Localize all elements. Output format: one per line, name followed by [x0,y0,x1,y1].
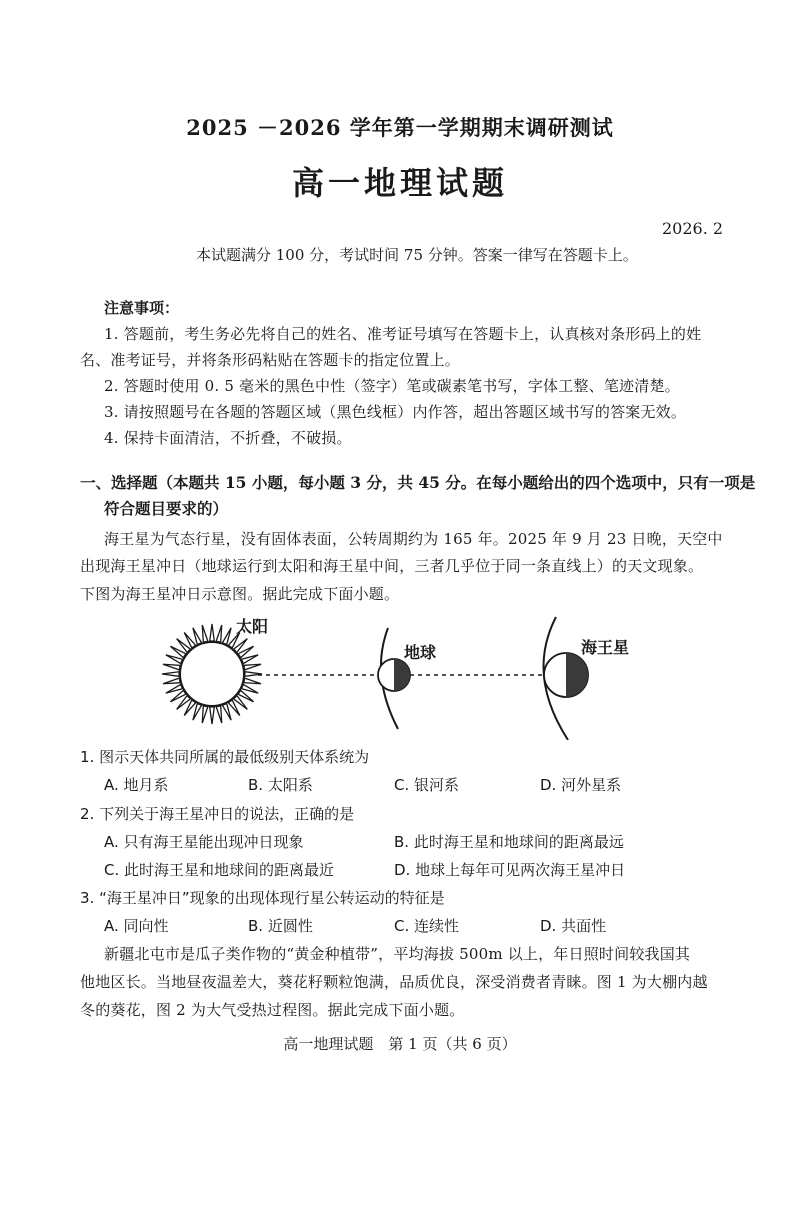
sun-ray [202,625,208,642]
neptune-night-side [566,653,588,697]
sun-ray [244,664,261,670]
sun-ray [222,704,231,721]
passage-line: 冬的葵花，图 2 为大气受热过程图。据此完成下面小题。 [80,1001,465,1019]
question-stem: 1. 图示天体共同所属的最低级别天体系统为 [80,748,370,766]
sun-ray [193,628,202,645]
question-option: B. 太阳系 [248,776,313,794]
sun-ray [216,625,222,642]
sun-ray [166,655,183,664]
passage-line: 出现海王星冲日（地球运行到太阳和海王星中间，三者几乎位于同一条直线上）的天文现象。 [80,557,704,575]
question-option: C. 连续性 [394,917,460,935]
sun-label: 太阳 [236,617,269,636]
notice-item: 名、准考证号，并将条形码粘贴在答题卡的指定位置上。 [80,351,461,369]
exam-title: 2025 －2026 学年第一学期期末调研测试 [186,115,614,140]
sun-disc [180,642,244,706]
section-heading: 一、选择题（本题共 15 小题，每小题 3 分，共 45 分。在每小题给出的四个选项中，只有一项是 [80,473,756,492]
earth-label: 地球 [404,643,437,662]
sun-ray [163,678,180,684]
exam-intro: 本试题满分 100 分，考试时间 75 分钟。答案一律写在答题卡上。 [196,246,638,264]
question-option: A. 同向性 [104,917,169,935]
passage-line: 海王星为气态行星，没有固体表面，公转周期约为 165 年。2025 年 9 月 23 日晚，天空中 [104,530,723,548]
sun-ray [216,706,222,723]
question-option: C. 此时海王星和地球间的距离最近 [104,861,335,879]
question-option: A. 只有海王星能出现冲日现象 [104,833,304,851]
passage-line: 下图为海王星冲日示意图。据此完成下面小题。 [80,585,400,603]
notice-item: 1. 答题前，考生务必先将自己的姓名、准考证号填写在答题卡上，认真核对条形码上的姓 [104,325,702,343]
exam-date: 2026. 2 [662,219,724,238]
page-footer: 高一地理试题 第 1 页（共 6 页） [283,1035,517,1053]
sun-ray [210,624,215,641]
sun-ray [242,684,259,693]
sun-ray [193,704,202,721]
neptune-label: 海王星 [581,638,630,657]
question-stem: 2. 下列关于海王星冲日的说法，正确的是 [80,805,355,823]
question-option: A. 地月系 [104,776,169,794]
sun-ray [162,672,179,677]
section-heading-cont: 符合题目要求的） [104,499,229,518]
question-option: B. 近圆性 [248,917,313,935]
passage-line: 他地区长。当地昼夜温差大，葵花籽颗粒饱满，品质优良，深受消费者青睐。图 1 为大棚内越 [80,973,708,991]
question-option: D. 地球上每年可见两次海王星冲日 [394,861,626,879]
sun-ray [202,706,208,723]
sun-ray [242,655,259,664]
sun-ray [244,678,261,684]
earth-night-side [394,659,410,691]
sun-ray [166,684,183,693]
question-option: D. 河外星系 [540,776,622,794]
notice-item: 2. 答题时使用 0. 5 毫米的黑色中性（签字）笔或碳素笔书写，字体工整、笔迹清楚。 [104,377,680,395]
sun-ray [210,707,215,724]
notice-item: 3. 请按照题号在各题的答题区域（黑色线框）内作答，超出答题区域书写的答案无效。 [104,403,687,421]
question-stem: 3. “海王星冲日”现象的出现体现行星公转运动的特征是 [80,889,445,907]
question-option: C. 银河系 [394,776,460,794]
question-option: B. 此时海王星和地球间的距离最远 [394,833,624,851]
question-option: D. 共面性 [540,917,607,935]
sun-ray [222,628,231,645]
notice-heading: 注意事项： [104,299,180,317]
subject-title: 高一地理试题 [291,164,508,202]
passage-line: 新疆北屯市是瓜子类作物的“黄金种植带”，平均海拔 500m 以上，年日照时间较我国其 [104,945,691,963]
sun-ray [163,664,180,670]
notice-item: 4. 保持卡面清洁，不折叠，不破损。 [104,429,352,447]
